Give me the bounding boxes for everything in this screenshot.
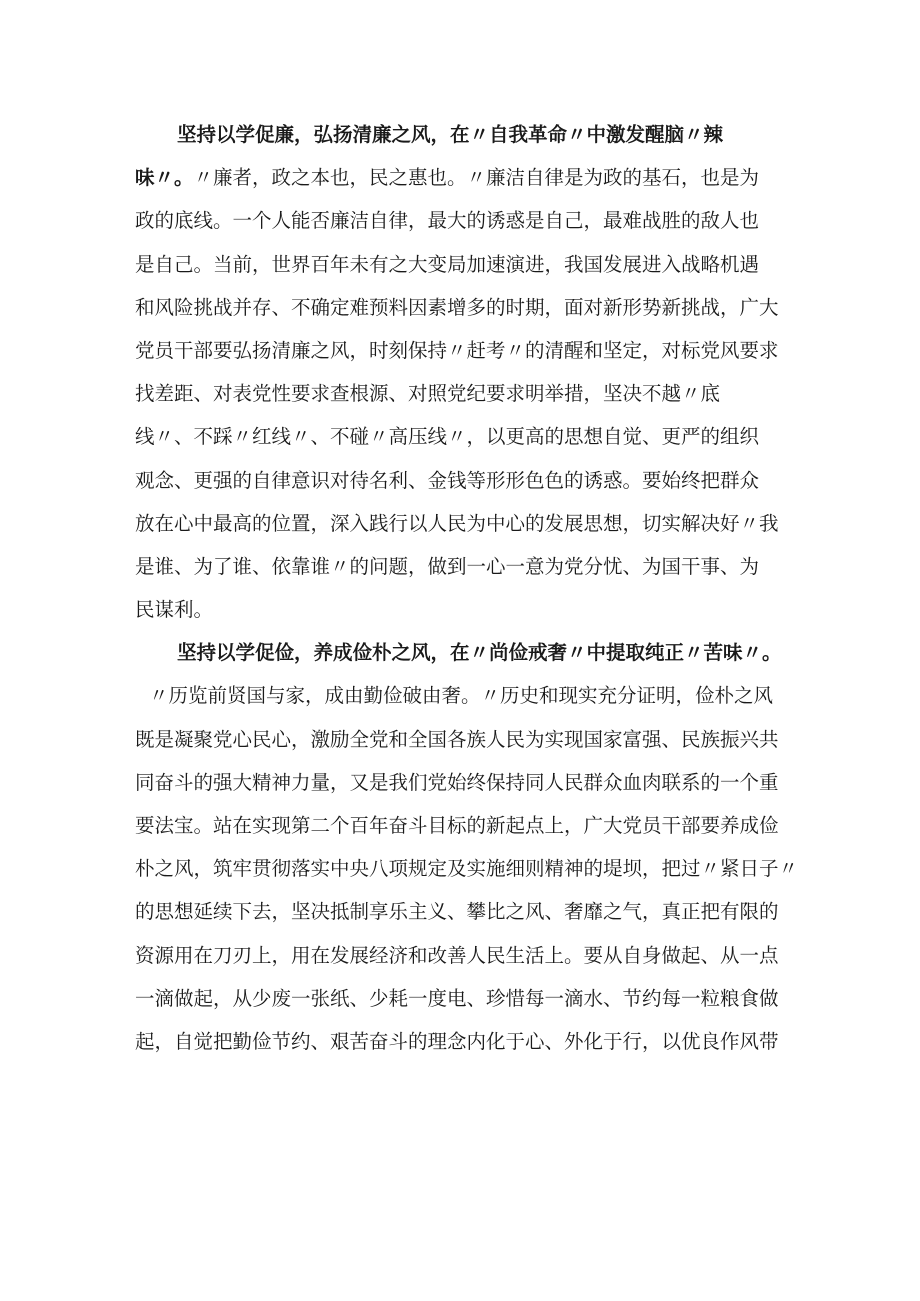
text-line: 找差距、对表党性要求查根源、对照党纪要求明举措，坚决不越〃底 bbox=[135, 382, 721, 406]
text-line: 要法宝。站在实现第二个百年奋斗目标的新起点上，广大党员干部要养成俭 bbox=[135, 814, 779, 837]
text-line: 朴之风，筑牢贯彻落实中央八项规定及实施细则精神的堤坝，把过〃紧日子〃 bbox=[135, 857, 799, 881]
text-line: 线〃、不踩〃红线〃、不碰〃高压线〃，以更高的思想自觉、更严的组织 bbox=[135, 425, 760, 449]
text-line: 和风险挑战并存、不确定难预料因素增多的时期，面对新形势新挑战，广大 bbox=[135, 295, 779, 319]
text-line: 〃历览前贤国与家，成由勤俭破由奢。〃历史和现实充分证明，俭朴之风 bbox=[149, 684, 774, 708]
text-line: 起，自觉把勤俭节约、艰苦奋斗的理念内化于心、外化于行，以优良作风带 bbox=[135, 1029, 779, 1053]
heading-tail: 味〃。 bbox=[135, 166, 194, 190]
text-line: 是谁、为了谁、依靠谁〃的问题，做到一心一意为党分忧、为国干事、为 bbox=[135, 554, 760, 578]
text-line: 一滴做起，从少废一张纸、少耗一度电、珍惜每一滴水、节约每一粒粮食做 bbox=[135, 986, 779, 1010]
text-line: 资源用在刀刃上，用在发展经济和改善人民生活上。要从自身做起、从一点 bbox=[135, 943, 779, 967]
document-body bbox=[135, 113, 805, 1063]
text-line: 放在心中最高的位置，深入践行以人民为中心的发展思想，切实解决好〃我 bbox=[135, 511, 779, 535]
text-line: 观念、更强的自律意识对待名利、金钱等形形色色的诱惑。要始终把群众 bbox=[135, 468, 760, 492]
text-line: 民谋利。 bbox=[135, 598, 214, 622]
text-line: 党员干部要弘扬清廉之风，时刻保持〃赶考〃的清醒和坚定，对标党风要求 bbox=[135, 338, 779, 362]
text-line: 是自己。当前，世界百年未有之大变局加速演进，我国发展进入战略机遇 bbox=[135, 252, 760, 276]
text-line: 政的底线。一个人能否廉洁自律，最大的诱惑是自己，最难战胜的敌人也 bbox=[135, 209, 760, 233]
heading-line-2: 坚持以学促俭，养成俭朴之风，在〃尚俭戒奢〃中提取纯正〃苦味〃。 bbox=[177, 641, 782, 665]
text-line: 既是凝聚党心民心，激励全党和全国各族人民为实现国家富强、民族振兴共 bbox=[135, 727, 779, 751]
text-segment: 〃廉者，政之本也，民之惠也。〃廉洁自律是为政的基石，也是为 bbox=[193, 166, 760, 190]
text-line bbox=[135, 156, 805, 199]
text-line: 同奋斗的强大精神力量，又是我们党始终保持同人民群众血肉联系的一个重 bbox=[135, 770, 779, 794]
text-line: 的思想延续下去，坚决抵制享乐主义、攀比之风、奢靡之气，真正把有限的 bbox=[135, 900, 779, 924]
heading-line-1: 坚持以学促廉，弘扬清廉之风，在〃自我革命〃中激发醒脑〃辣 bbox=[177, 123, 724, 146]
